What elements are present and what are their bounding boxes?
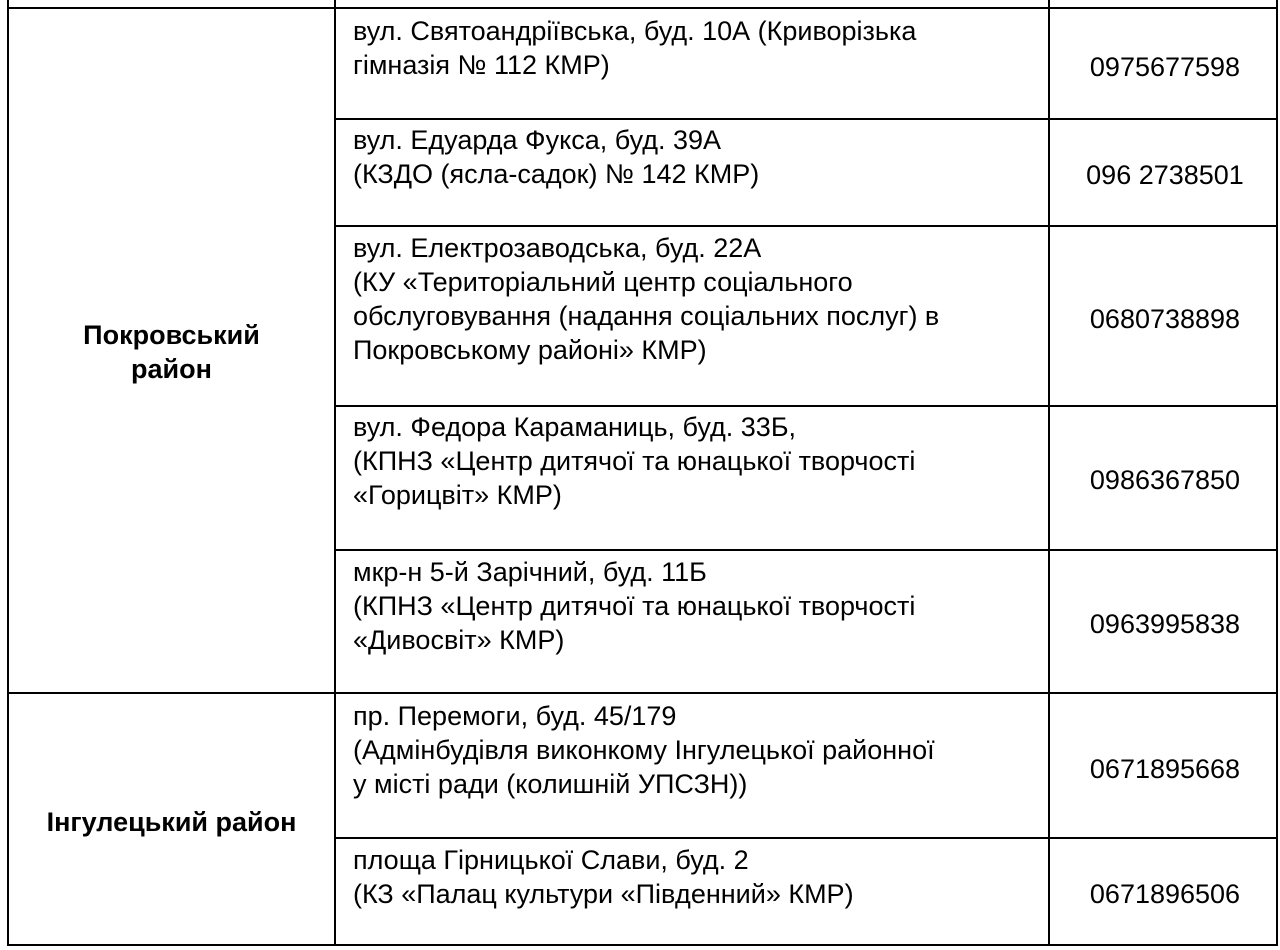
- address-line: мкр-н 5-й Зарічний, буд. 11Б: [353, 557, 707, 587]
- address-line: (КЗ «Палац культури «Південний» КМР): [353, 879, 854, 909]
- address-line: пр. Перемоги, буд. 45/179: [353, 701, 677, 731]
- address-line: (КПНЗ «Центр дитячої та юнацької творчості: [353, 591, 916, 621]
- address-line: вул. Електрозаводська, буд. 22А: [353, 233, 762, 263]
- address-line: обслуговування (надання соціальних послуг) в: [353, 301, 940, 331]
- row-divider: [7, 692, 1278, 694]
- address-line: вул. Едуарда Фукса, буд. 39А: [353, 125, 721, 155]
- row-divider: [7, 7, 1278, 9]
- phone-number: 0671895668: [1089, 754, 1241, 784]
- district-name-line: район: [131, 354, 212, 384]
- district-name-pokrovskyi: [8, 318, 335, 386]
- row-divider: [334, 118, 1278, 120]
- address-line: (КУ «Територіальний центр соціального: [353, 267, 853, 297]
- address-cell: [353, 843, 1043, 911]
- address-cell: [353, 699, 1043, 801]
- address-line: (КЗДО (ясла-садок) № 142 КМР): [353, 159, 760, 189]
- address-cell: [353, 555, 1043, 657]
- phone-number: 0986367850: [1089, 465, 1241, 495]
- district-name-line: Покровський: [83, 320, 260, 350]
- address-line: «Дивосвіт» КМР): [353, 625, 565, 655]
- address-line: «Горицвіт» КМР): [353, 480, 562, 510]
- row-divider: [334, 837, 1278, 839]
- address-cell: [353, 123, 1043, 191]
- address-line: площа Гірницької Слави, буд. 2: [353, 845, 749, 875]
- address-line: Покровському районі» КМР): [353, 335, 707, 365]
- phone-number: 0680738898: [1089, 304, 1241, 334]
- phone-number: 0975677598: [1089, 52, 1241, 82]
- address-cell: [353, 14, 1043, 82]
- address-line: (Адмінбудівля виконкому Інгулецької районної: [353, 735, 935, 765]
- address-line: у місті ради (колишній УПСЗН)): [353, 769, 748, 799]
- row-divider: [334, 225, 1278, 227]
- address-cell: [353, 231, 1043, 367]
- address-line: гімназія № 112 КМР): [353, 50, 610, 80]
- address-cell: [353, 410, 1043, 512]
- phone-number: 0671896506: [1089, 879, 1241, 909]
- phone-number: 096 2738501: [1086, 160, 1244, 190]
- address-line: вул. Федора Караманиць, буд. 33Б,: [353, 412, 797, 442]
- table-border-bottom: [7, 944, 1278, 946]
- phone-number: 0963995838: [1089, 609, 1241, 639]
- address-line: вул. Святоандріївська, буд. 10А (Криворізька: [353, 16, 917, 46]
- row-divider: [334, 405, 1278, 407]
- address-line: (КПНЗ «Центр дитячої та юнацької творчості: [353, 446, 916, 476]
- district-name-inhuletskyi: [8, 805, 335, 839]
- row-divider: [334, 549, 1278, 551]
- district-name-line: Інгулецький район: [46, 807, 297, 837]
